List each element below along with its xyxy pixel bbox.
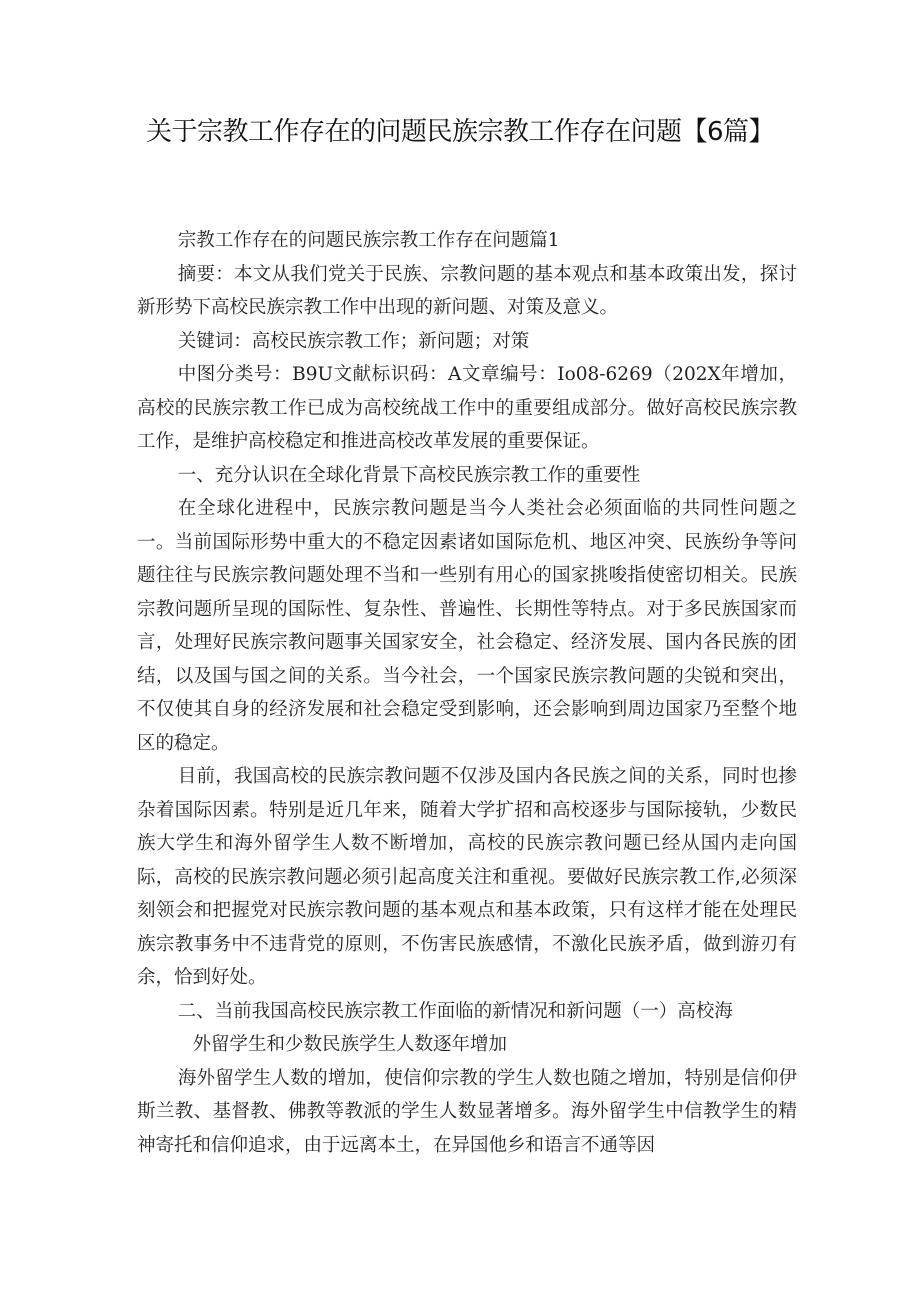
section-heading-article-1: 宗教工作存在的问题民族宗教工作存在问题篇1 [177,230,560,251]
keywords-paragraph: 关键词：高校民族宗教工作；新问题；对策 [177,330,530,352]
document-body [137,224,797,1162]
section-heading-2: 二、当前我国高校民族宗教工作面临的新情况和新问题（一）高校海 [177,1000,733,1022]
body-paragraph: 海外留学生人数的增加，使信仰宗教的学生人数也随之增加，特别是信仰伊斯兰教、基督教、佛教等教派的学生人数显著增多。海外留学生中信教学生的精神寄托和信仰追求，由于远离本土，在异国他乡和语言不通等因 [137,1067,797,1156]
abstract-paragraph: 摘要：本文从我们党关于民族、宗教问题的基本观点和基本政策出发，探讨新形势下高校民族宗教工作中出现的新问题、对策及意义。 [137,263,797,318]
body-paragraph: 目前，我国高校的民族宗教问题不仅涉及国内各民族之间的关系，同时也掺杂着国际因素。特别是近几年来，随着大学扩招和高校逐步与国际接轨，少数民族大学生和海外留学生人数不断增加，高校的民族宗教问题已经从国内走向国际，高校的民族宗教问题必须引起高度关注和重视。要做好民族宗教工作,必须深刻领会和把握党对民族宗教问题的基本观点和基本政策，只有这样才能在处理民族宗教事务中不违背党的原则，不伤害民族感情，不激化民族矛盾，做到游刃有余，恰到好处。 [137,766,797,988]
subsection-heading-continued: 外留学生和少数民族学生人数逐年增加 [192,1034,508,1055]
classification-paragraph: 中图分类号：B9U文献标识码：A文章编号：Io08-6269（202X年增加，高校的民族宗教工作已成为高校统战工作中的重要组成部分。做好高校民族宗教工作，是维护高校稳定和推进高校改革发展的重要保证。 [137,364,797,452]
body-paragraph: 在全球化进程中，民族宗教问题是当今人类社会必须面临的共同性问题之一。当前国际形势中重大的不稳定因素诸如国际危机、地区冲突、民族纷争等问题往往与民族宗教问题处理不当和一些别有用心的国家挑唆指使密切相关。民族宗教问题所呈现的国际性、复杂性、普遍性、长期性等特点。对于多民族国家而言，处理好民族宗教问题事关国家安全，社会稳定、经济发展、国内各民族的团结，以及国与国之间的关系。当今社会，一个国家民族宗教问题的尖锐和突出，不仅使其自身的经济发展和社会稳定受到影响，还会影响到周边国家乃至整个地区的稳定。 [137,498,797,754]
section-heading-1: 一、充分认识在全球化背景下高校民族宗教工作的重要性 [177,464,641,486]
document-title: 关于宗教工作存在的问题民族宗教工作存在问题【6篇】 [145,117,775,147]
